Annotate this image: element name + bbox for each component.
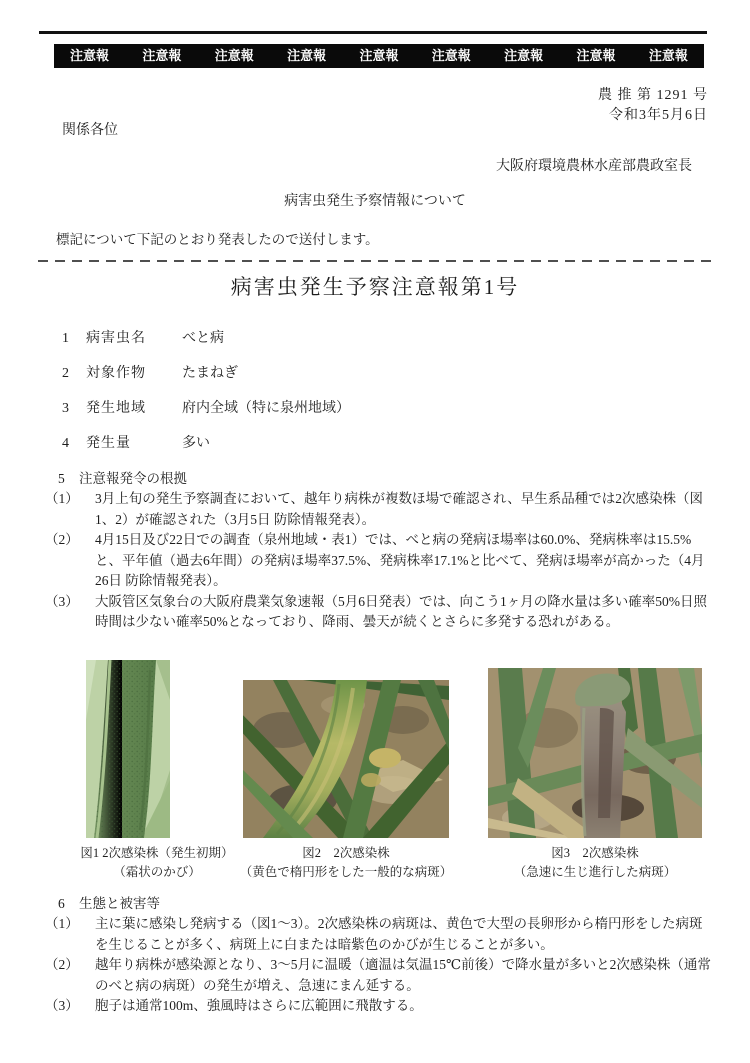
- banner-label: 注意報: [431, 47, 471, 63]
- basis-item: [45, 489, 711, 530]
- figure2: [240, 654, 452, 882]
- summary-row: [62, 328, 350, 349]
- summary-value: 府内全域（特に泉州地域）: [182, 401, 350, 416]
- summary-label: 発生地域: [86, 401, 146, 416]
- section-basis: [45, 468, 711, 633]
- item-marker: （1）: [45, 491, 79, 506]
- summary-number: 1: [62, 331, 69, 346]
- notice-title: 病害虫発生予察注意報第1号: [230, 275, 520, 299]
- section-number: 5: [58, 471, 65, 486]
- banner-label: 注意報: [576, 47, 616, 63]
- item-text: 主に葉に感染し発病する（図1～3）。2次感染株の病斑は、黄色で大型の長卵形から楕円形をした病斑を生じることが多く、病斑上に白または暗紫色のかびが生じることが多い。: [95, 916, 703, 952]
- figure2-caption: 図2 2次感染株: [302, 846, 390, 860]
- section-heading-text: 注意報発令の根拠: [79, 471, 187, 486]
- item-marker: （3）: [45, 593, 79, 609]
- summary-row: [62, 433, 350, 454]
- header-top-rule: [39, 31, 707, 34]
- summary-number: 3: [62, 401, 69, 416]
- banner-label: 注意報: [359, 47, 399, 63]
- item-text: 越年り病株が感染源となり、3～5月に温暖（適温は気温15℃前後）で降水量が多いと2次感染株（通常のべと病の病斑）の発生が増え、急速にまん延する。: [95, 957, 711, 993]
- preamble-line: 標記について下記のとおり発表したので送付します。: [56, 232, 379, 247]
- figure3: [486, 654, 704, 882]
- figure3-photo: [488, 668, 702, 838]
- figure1-photo: [86, 660, 170, 838]
- item-marker: （3）: [45, 998, 79, 1013]
- item-marker: （2）: [45, 957, 79, 972]
- banner-label: 注意報: [287, 47, 327, 63]
- banner-label: 注意報: [504, 47, 544, 63]
- summary-row: [62, 363, 350, 384]
- basis-item: [45, 530, 711, 592]
- section-heading-text: 生態と被害等: [79, 896, 160, 911]
- banner-label: 注意報: [142, 47, 182, 63]
- item-text: 3月上旬の発生予察調査において、越年り病株が複数ほ場で確認され、早生系品種では2次感染株（図1、2）が確認された（3月5日 防除情報発表）。: [95, 491, 704, 527]
- ecology-item: [45, 996, 711, 1017]
- figure3-caption: 図3 2次感染株: [551, 846, 639, 860]
- figure3-subcaption: （急速に生じ進行した病斑）: [513, 865, 677, 879]
- recipient-line: 関係各位: [62, 123, 118, 138]
- figure1-caption: 図1 2次感染株（発生初期）: [80, 846, 234, 860]
- summary-value: 多い: [182, 436, 210, 451]
- dashed-divider: [38, 260, 712, 262]
- doc-date: 令和3年5月6日: [609, 108, 708, 123]
- figure2-photo: [243, 680, 449, 838]
- doc-number: 農 推 第 1291 号: [598, 88, 708, 103]
- ecology-item: [45, 914, 711, 955]
- item-text: 胞子は通常100m、強風時はさらに広範囲に飛散する。: [95, 998, 423, 1013]
- banner-label: 注意報: [648, 47, 688, 63]
- summary-label: 発生量: [86, 436, 131, 451]
- summary-number: 2: [62, 366, 69, 381]
- summary-row: [62, 398, 350, 419]
- item-text: 4月15日及び22日での調査（泉州地域・表1）では、べと病の発病ほ場率は60.0%、発病株率は15.5%と、平年値（過去6年間）の発病ほ場率37.5%、発病株率17.1%と比べて、発病ほ場率が高かった（4月26日 防除情報発表）。: [95, 532, 705, 588]
- section-basis-heading: [45, 468, 711, 489]
- subject-line: 病害虫発生予察情報について: [284, 194, 466, 209]
- item-text: 大阪管区気象台の大阪府農業気象速報（5月6日発表）では、向こう1ヶ月の降水量は多い確率50%日照時間は少ない確率50%となっており、降雨、曇天が続くとさらに多発する恐れがある。: [95, 593, 707, 629]
- summary-label: 対象作物: [86, 366, 146, 381]
- sender-line: 大阪府環境農林水産部農政室長: [496, 159, 692, 174]
- figure-row: [0, 654, 750, 882]
- ecology-item: [45, 955, 711, 996]
- summary-number: 4: [62, 436, 69, 451]
- section-ecology-heading: [45, 893, 711, 914]
- summary-list: [62, 328, 350, 468]
- banner-label: 注意報: [70, 47, 110, 63]
- item-marker: （1）: [45, 916, 79, 931]
- figure1-subcaption: （霜状のかび）: [113, 865, 201, 879]
- summary-value: べと病: [182, 331, 224, 346]
- figure2-subcaption: （黄色で楕円形をした一般的な病斑）: [239, 865, 453, 879]
- summary-label: 病害虫名: [86, 331, 146, 346]
- basis-item: [45, 592, 711, 633]
- item-marker: （2）: [45, 532, 79, 547]
- banner-label: 注意報: [214, 47, 254, 63]
- figure1: [78, 654, 236, 882]
- section-ecology: [45, 893, 711, 1017]
- section-number: 6: [58, 896, 65, 911]
- summary-value: たまねぎ: [182, 366, 238, 381]
- warning-banner: [54, 44, 704, 68]
